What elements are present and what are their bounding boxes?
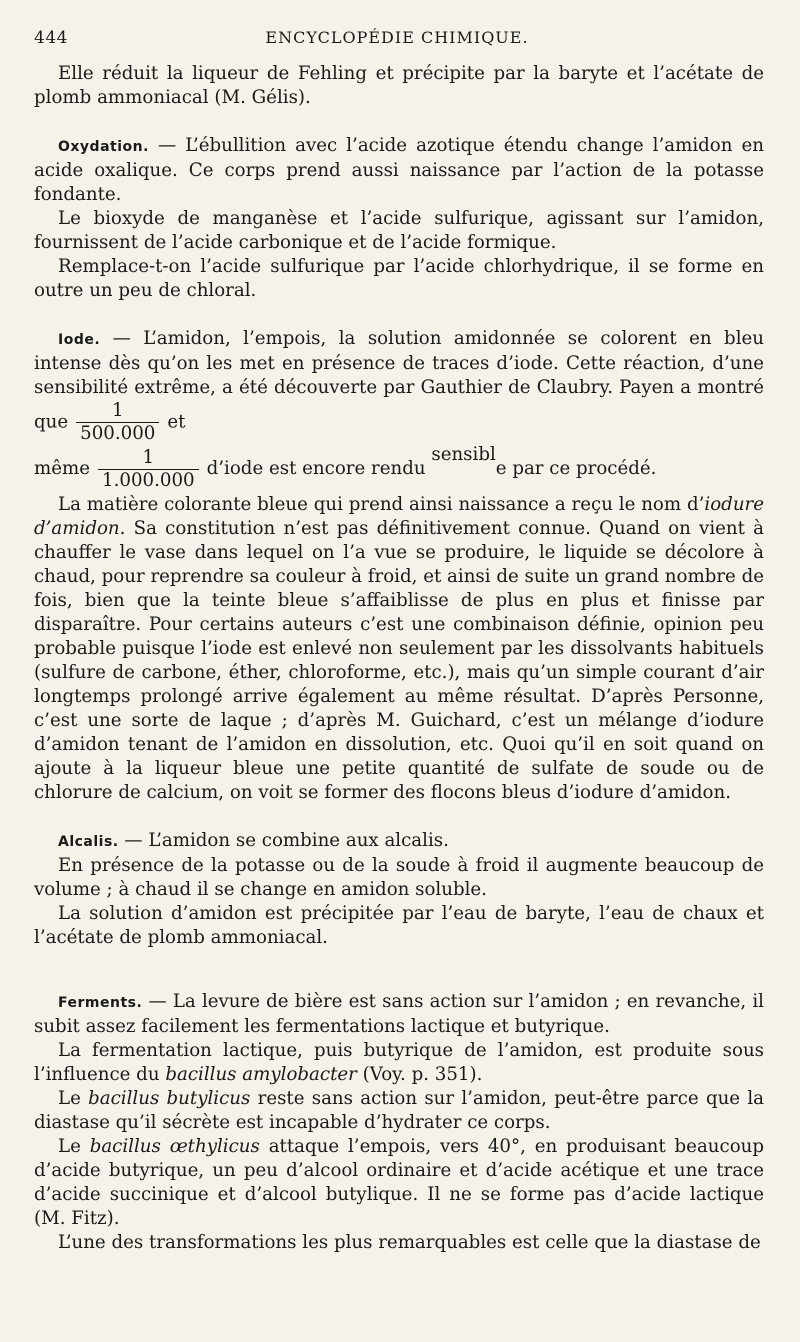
paragraph-aethylicus: Le bacillus œthylicus attaque l’empois, vers 40°, en produisant beaucoup d’acide butyrique, un peu d’alcool ordinaire et d’acide acétique et une trace d’acide succinique et d’alcool butylique. Il ne se forme pas d’acide lactique (M. Fitz).	[34, 1136, 764, 1229]
page-header	[34, 28, 760, 54]
section-iode	[34, 327, 764, 805]
paragraph-alcalis: Alcalis. — L’amidon se combine aux alcalis.	[58, 830, 449, 851]
paragraph-manganese: Le bioxyde de manganèse et l’acide sulfurique, agissant sur l’amidon, fournissent de l’acide carbonique et de l’acide formique.	[34, 208, 764, 253]
fraction-one-500000: $\frac{1}{500.000}$	[76, 400, 159, 445]
paragraph-oxydation: Oxydation. — L’ébullition avec l’acide azotique étendu change l’amidon en acide oxalique. Ce corps prend aussi naissance par l’action de la potasse fondante.	[34, 135, 764, 205]
section-ferments	[34, 990, 764, 1255]
paragraph-diastase: L’une des transformations les plus remarquables est celle que la diastase de	[58, 1232, 761, 1253]
term-iodure-amidon: iodure d’amidon	[34, 494, 764, 539]
paragraph-lactique: La fermentation lactique, puis butyrique de l’amidon, est produite sous l’influence du bacillus amylobacter (Voy. p. 351).	[34, 1040, 764, 1085]
paragraph-fehling: Elle réduit la liqueur de Fehling et précipite par la baryte et l’acétate de plomb ammoniacal (M. Gélis).	[34, 63, 764, 108]
section-term-oxydation: Oxydation.	[58, 139, 149, 155]
paragraph-potasse: En présence de la potasse ou de la soude à froid il augmente beaucoup de volume ; à chaud il se change en amidon soluble.	[34, 855, 764, 900]
paragraph-butylicus: Le bacillus butylicus reste sans action sur l’amidon, peut-être parce que la diastase qu’il sécrète est incapable d’hydrater ce corps.	[34, 1088, 764, 1133]
section-term-alcalis: Alcalis.	[58, 834, 119, 850]
paragraph-iode-sensibility: même $\frac{1}{1.000.000}$ d’iode est encore rendu sensible par ce procédé.	[34, 444, 657, 491]
term-bacillus-aethylicus: bacillus œthylicus	[89, 1136, 260, 1157]
paragraph-chloral: Remplace-t-on l’acide sulfurique par l’acide chlorhydrique, il se forme en outre un peu de chloral.	[34, 256, 764, 301]
page-number: 444	[34, 28, 68, 48]
paragraph-ferments: Ferments. — La levure de bière est sans action sur l’amidon ; en revanche, il subit assez facilement les fermentations lactique et butyrique.	[34, 991, 764, 1037]
paragraph-iode: Iode. — L’amidon, l’empois, la solution amidonnée se colorent en bleu intense dès qu’on les met en présence de traces d’iode. Cette réaction, d’une sensibilité extrême, a été découverte par Gauthier de Claubry. Payen a montré que $\frac{1}{500.000}$ et	[34, 328, 764, 444]
page-body	[34, 62, 764, 1255]
paragraph-iodure: La matière colorante bleue qui prend ainsi naissance a reçu le nom d’iodure d’amidon. Sa constitution n’est pas définitivement connue. Quand on vient à chauffer le vase dans lequel on l’a vue se produire, le liquide se décolore à chaud, pour reprendre sa couleur à froid, et ainsi de suite un grand nombre de fois, bien que la teinte bleue s’affaiblisse de plus en plus et finisse par disparaître. Pour certains auteurs c’est une combinaison définie, opinion peu probable puisque l’iode est enlevé non seulement par les dissolvants habituels (sulfure de carbone, éther, chloroforme, etc.), mais qu’un simple courant d’air longtemps prolongé arrive également au même résultat. D’après Personne, c’est une sorte de laque ; d’après M. Guichard, c’est un mélange d’iodure d’amidon tenant de l’amidon en dissolution, etc. Quoi qu’il en soit quand on ajoute à la liqueur bleue une petite quantité de sulfate de soude ou de chlorure de calcium, on voit se former des flocons bleus d’iodure d’amidon.	[34, 494, 764, 803]
running-title: ENCYCLOPÉDIE CHIMIQUE.	[265, 28, 529, 47]
term-bacillus-butylicus: bacillus butylicus	[88, 1088, 251, 1109]
section-oxydation	[34, 134, 764, 303]
fraction-one-1000000: $\frac{1}{1.000.000}$	[98, 447, 199, 492]
section-term-iode: Iode.	[58, 332, 101, 348]
term-bacillus-amylobacter: bacillus amylobacter	[165, 1064, 357, 1085]
section-term-ferments: Ferments.	[58, 995, 143, 1011]
paragraph-baryte: La solution d’amidon est précipitée par l’eau de baryte, l’eau de chaux et l’acétate de plomb ammoniacal.	[34, 903, 764, 948]
section-alcalis	[34, 829, 764, 950]
